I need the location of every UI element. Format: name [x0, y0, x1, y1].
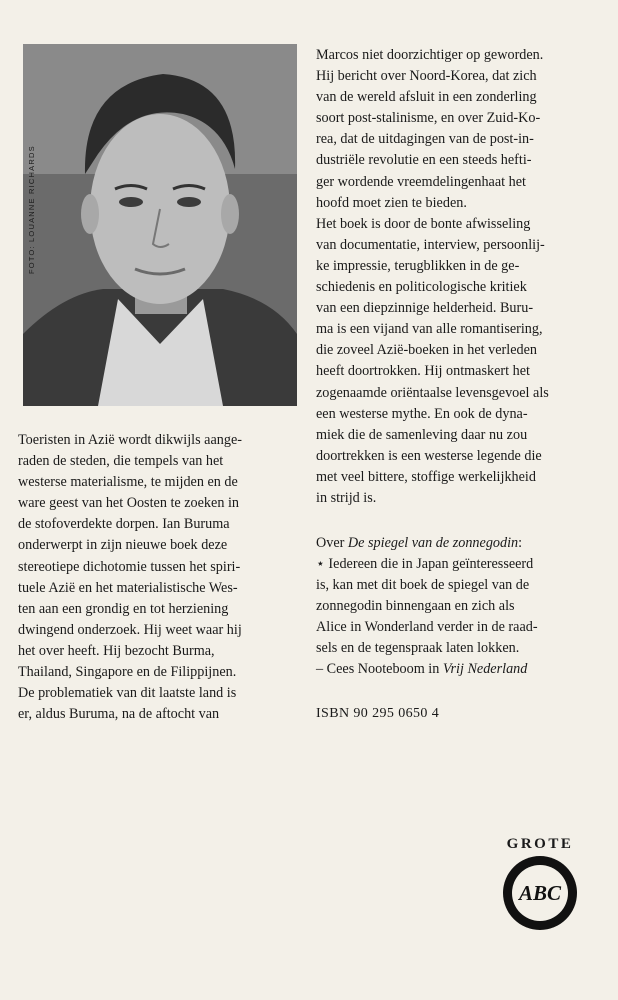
text-line: die zoveel Azië-boeken in het verleden: [316, 342, 537, 359]
body-text-right-column: [316, 45, 596, 509]
text-line: ma is een vijand van alle romantisering,: [316, 321, 543, 338]
text-line: onderwerpt in zijn nieuwe boek deze: [18, 537, 228, 554]
author-photo: [23, 44, 297, 406]
text-line: dwingend onderzoek. Hij weet waar hij: [18, 621, 242, 638]
text-line: het over heeft. Hij bezocht Burma,: [18, 642, 215, 659]
text-line: Alice in Wonderland verder in de raad-: [316, 619, 538, 636]
text-line: ke impressie, terugblikken in de ge-: [316, 257, 520, 274]
review-heading: [316, 533, 522, 554]
text-line: stereotiepe dichotomie tussen het spiri-: [18, 558, 241, 575]
text-line: heeft doortrokken. Hij ontmaskert het: [316, 363, 530, 380]
photo-credit: FOTO: LOUANNE RICHARDS: [27, 145, 36, 274]
text-line: schiedenis en politicologische kritiek: [316, 279, 527, 296]
text-line: Het boek is door de bonte afwisseling: [316, 215, 531, 232]
text-line: is, kan met dit boek de spiegel van de: [316, 577, 530, 594]
logo-badge-text: ABC: [512, 865, 568, 921]
attribution-prefix: – Cees Nooteboom in: [316, 661, 443, 678]
text-line: Toeristen in Azië wordt dikwijls aange-: [18, 432, 242, 448]
text-line: er, aldus Buruma, na de aftocht van: [18, 706, 220, 723]
text-line: ware geest van het Oosten te zoeken in: [18, 495, 240, 512]
text-line: met veel bittere, stoffige werkelijkheid: [316, 468, 536, 485]
text-line: dustriële revolutie en een steeds hefti-: [316, 152, 532, 169]
text-line: sels en de tegenspraak laten lokken.: [316, 640, 520, 657]
text-line: in strijd is.: [316, 489, 377, 506]
text-line: miek die de samenleving daar nu zou: [316, 426, 528, 443]
publisher-logo: [490, 836, 590, 940]
text-line: ger wordende vreemdelingenhaat het: [316, 173, 526, 190]
text-line: zonnegodin binnengaan en zich als: [316, 598, 515, 615]
text-line: raden de steden, die tempels van het: [18, 453, 224, 470]
author-portrait-illustration: [23, 44, 297, 406]
text-line: westerse materialisme, te mijden en de: [18, 474, 238, 491]
text-line: Hij bericht over Noord-Korea, dat zich: [316, 68, 537, 85]
isbn-number: ISBN 90 295 0650 4: [316, 706, 440, 721]
text-line: van een diepzinnige helderheid. Buru-: [316, 300, 534, 317]
text-line: doortrekken is een westerse legende die: [316, 447, 542, 464]
text-line: ten aan een grondig en tot herziening: [18, 600, 229, 617]
review-quote: [316, 554, 538, 681]
text-line: Marcos niet doorzichtiger op geworden.: [316, 47, 544, 63]
text-line: van de wereld afsluit in een zonderling: [316, 89, 537, 106]
review-intro-end: :: [518, 535, 523, 551]
text-line: De problematiek van dit laatste land is: [18, 685, 237, 702]
review-intro: Over: [316, 535, 348, 551]
review-book-title: De spiegel van de zonnegodin: [347, 535, 519, 551]
text-line: soort post-stalinisme, en over Zuid-Ko-: [316, 110, 541, 127]
text-line: zogenaamde oriëntaalse levensgevoel als: [316, 384, 549, 401]
text-line: ⋆ Iedereen die in Japan geïnteresseerd: [316, 556, 534, 572]
text-line: van documentatie, interview, persoonlij-: [316, 236, 545, 253]
text-line: tuele Azië en het materialistische Wes-: [18, 579, 238, 596]
text-line: Thailand, Singapore en de Filippijnen.: [18, 664, 237, 681]
review-attribution: [316, 659, 538, 680]
logo-top-text: GROTE: [506, 836, 574, 852]
logo-badge: [503, 856, 577, 930]
text-line: hoofd moet zien te bieden.: [316, 194, 467, 211]
text-line: een westerse mythe. En ook de dyna-: [316, 405, 528, 422]
body-text-left-column: [18, 430, 296, 725]
attribution-source: Vrij Nederland: [442, 661, 528, 678]
text-line: rea, dat de uitdagingen van de post-in-: [316, 131, 534, 148]
text-line: de stofoverdekte dorpen. Ian Buruma: [18, 516, 230, 533]
